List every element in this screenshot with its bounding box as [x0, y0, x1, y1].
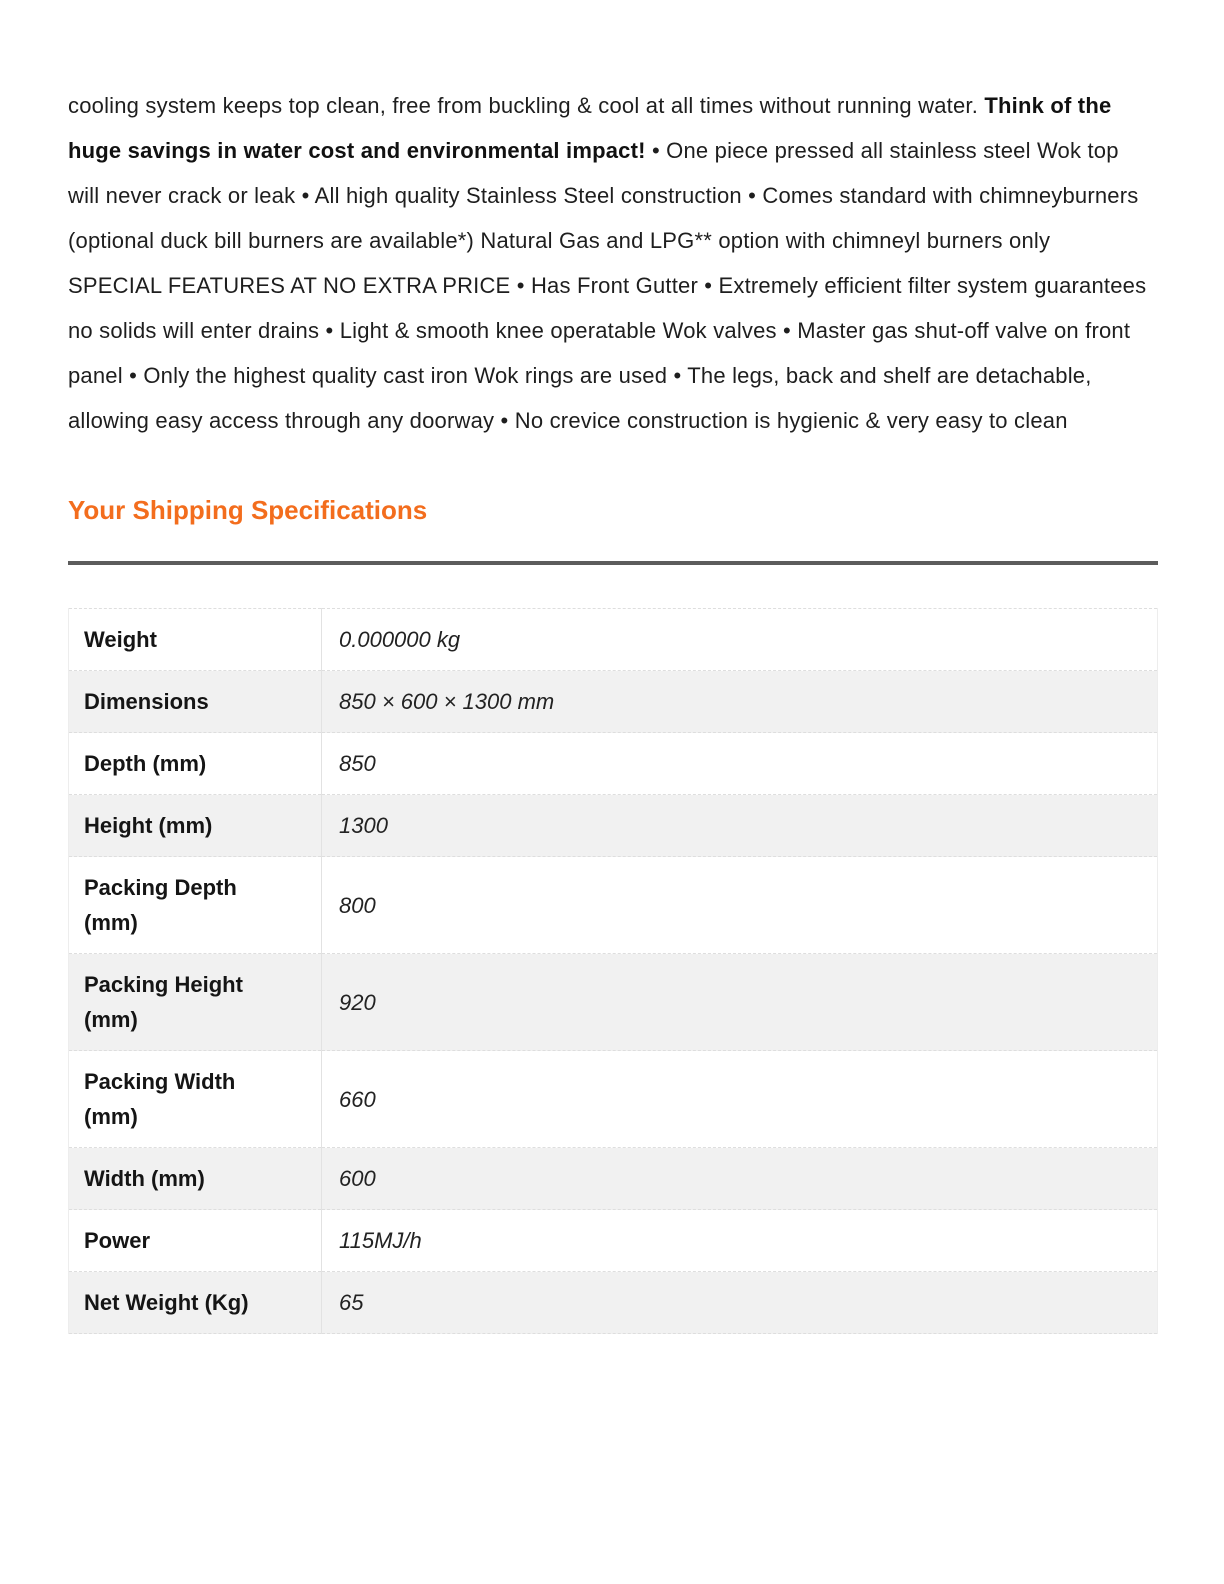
spec-row-value: 115MJ/h: [322, 1210, 1158, 1272]
spec-row: [69, 671, 1158, 733]
spec-row-label: Packing Width (mm): [69, 1051, 322, 1148]
spec-row-label: Dimensions: [69, 671, 322, 733]
spec-row-value: 600: [322, 1148, 1158, 1210]
spec-row-label: Height (mm): [69, 795, 322, 857]
section-divider: [68, 561, 1158, 565]
spec-row-label: Width (mm): [69, 1148, 322, 1210]
shipping-specifications-heading: Your Shipping Specifications: [68, 495, 428, 525]
spec-row: [69, 609, 1158, 671]
spec-table-body: [69, 609, 1158, 1334]
spec-row-value: 800: [322, 857, 1158, 954]
spec-row-value: 65: [322, 1272, 1158, 1334]
description-text-rest: • One piece pressed all stainless steel Wok top will never crack or leak • All high quality Stainless Steel construction • Comes standard with chimneyburners (optional duck bill burners are available*) Natural Gas and LPG** option with chimneyl burners only SPECIAL FEATURES AT NO EXTRA PRICE • Has Front Gutter • Extremely efficient filter system guarantees no solids will enter drains • Light & smooth knee operatable Wok valves • Master gas shut-off valve on front panel • Only the highest quality cast iron Wok rings are used • The legs, back and shelf are detachable, allowing easy access through any doorway • No crevice construction is hygienic & very easy to clean: [68, 138, 1147, 433]
spec-row-value: 850: [322, 733, 1158, 795]
spec-row-label: Packing Depth (mm): [69, 857, 322, 954]
spec-row-label: Net Weight (Kg): [69, 1272, 322, 1334]
spec-row-value: 0.000000 kg: [322, 609, 1158, 671]
description-text-lead: cooling system keeps top clean, free from buckling & cool at all times without running water.: [68, 93, 985, 118]
spec-row: [69, 1210, 1158, 1272]
spec-row: [69, 1272, 1158, 1334]
product-description-paragraph: [68, 83, 1148, 443]
spec-row: [69, 1148, 1158, 1210]
spec-row-label: Packing Height (mm): [69, 954, 322, 1051]
spec-row-value: 660: [322, 1051, 1158, 1148]
spec-row: [69, 1051, 1158, 1148]
spec-row-value: 850 × 600 × 1300 mm: [322, 671, 1158, 733]
spec-row: [69, 954, 1158, 1051]
spec-row: [69, 857, 1158, 954]
spec-row-value: 1300: [322, 795, 1158, 857]
spec-row-label: Weight: [69, 609, 322, 671]
description-text-bold: Think of the huge savings in water cost and environmental impact!: [68, 93, 1112, 163]
spec-row-label: Power: [69, 1210, 322, 1272]
spec-row: [69, 795, 1158, 857]
spec-row: [69, 733, 1158, 795]
shipping-specifications-table: [68, 608, 1158, 1334]
spec-row-value: 920: [322, 954, 1158, 1051]
spec-row-label: Depth (mm): [69, 733, 322, 795]
